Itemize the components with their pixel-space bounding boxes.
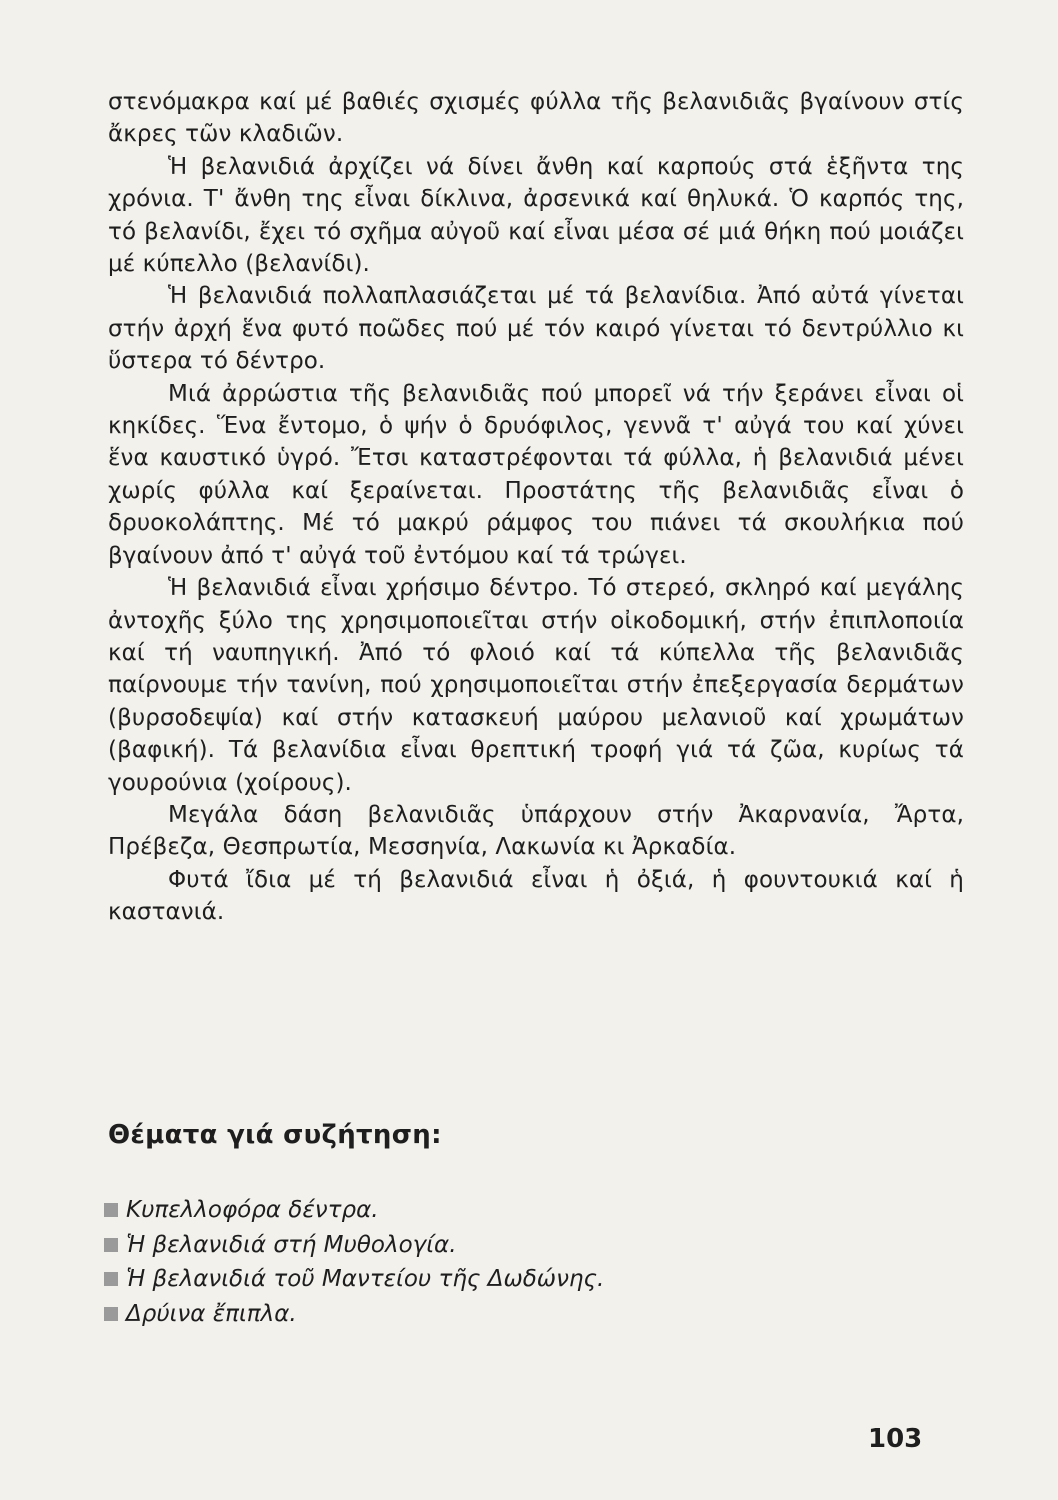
paragraph-7: Φυτά ἴδια μέ τή βελανιδιά εἶναι ἡ ὀξιά, ἡ φουντουκιά καί ἡ καστανιά. bbox=[108, 866, 964, 926]
page-number: 103 bbox=[868, 1424, 923, 1454]
topics-heading: Θέματα γιά συζήτηση: bbox=[108, 1120, 442, 1150]
paragraph-1: στενόμακρα καί μέ βαθιές σχισμές φύλλα τῆς βελανιδιᾶς βγαίνουν στίς ἄκρες τῶν κλαδιῶν. bbox=[108, 89, 964, 148]
body-text bbox=[108, 86, 964, 929]
square-bullet-icon bbox=[104, 1238, 118, 1252]
square-bullet-icon bbox=[104, 1203, 118, 1217]
paragraph-2: Ἡ βελανιδιά ἀρχίζει νά δίνει ἄνθη καί καρπούς στά ἑξῆντα της χρόνια. Τ' ἄνθη της εἶναι δίκλινα, ἀρσενικά καί θηλυκά. Ὁ καρπός της, τό βελανίδι, ἔχει τό σχῆμα αὐγοῦ καί εἶναι μέσα σέ μιά θήκη πού μοιάζει μέ κύπελλο (βελανίδι). bbox=[108, 153, 964, 278]
list-item bbox=[104, 1228, 604, 1263]
paragraph-6: Μεγάλα δάση βελανιδιᾶς ὑπάρχουν στήν Ἀκαρνανία, Ἄρτα, Πρέβεζα, Θεσπρωτία, Μεσσηνία, Λακωνία κι Ἀρκαδία. bbox=[108, 801, 964, 861]
list-item bbox=[104, 1297, 604, 1332]
paragraph-4: Μιά ἀρρώστια τῆς βελανιδιᾶς πού μπορεῖ νά τήν ξεράνει εἶναι οἱ κηκίδες. Ἕνα ἔντομο, ὁ ψήν ὁ δρυόφιλος, γεννᾶ τ' αὐγά του καί χύνει ἕνα καυστικό ὑγρό. Ἔτσι καταστρέφονται τά φύλλα, ἡ βελανιδιά μένει χωρίς φύλλα καί ξεραίνεται. Προστάτης τῆς βελανιδιᾶς εἶναι ὁ δρυοκολάπτης. Μέ τό μακρύ ράμφος του πιάνει τά σκουλήκια πού βγαίνουν ἀπό τ' αὐγά τοῦ ἐντόμου καί τά τρώγει. bbox=[108, 380, 964, 569]
topic-text: Κυπελλοφόρα δέντρα. bbox=[126, 1197, 379, 1223]
square-bullet-icon bbox=[104, 1307, 118, 1321]
paragraph-3: Ἡ βελανιδιά πολλαπλασιάζεται μέ τά βελανίδια. Ἀπό αὐτά γίνεται στήν ἀρχή ἕνα φυτό ποῶδες πού μέ τόν καιρό γίνεται τό δεντρύλλιο κι ὕστερα τό δέντρο. bbox=[108, 283, 964, 375]
paragraph-5: Ἡ βελανιδιά εἶναι χρήσιμο δέντρο. Τό στερεό, σκληρό καί μεγάλης ἀντοχῆς ξύλο της χρησιμοποιεῖται στήν οἰκοδομική, στήν ἐπιπλοποιία καί τή ναυπηγική. Ἀπό τό φλοιό καί τά κύπελλα τῆς βελανιδιᾶς παίρνουμε τήν τανίνη, πού χρησιμοποιεῖται στήν ἐπεξεργασία δερμάτων (βυρσοδεψία) καί στήν κατασκευή μαύρου μελανιοῦ καί χρωμάτων (βαφική). Τά βελανίδια εἶναι θρεπτική τροφή γιά τά ζῶα, κυρίως τά γουρούνια (χοίρους). bbox=[108, 575, 964, 796]
topics-list bbox=[104, 1193, 604, 1331]
topic-text: Ἡ βελανιδιά στή Μυθολογία. bbox=[126, 1231, 457, 1258]
list-item bbox=[104, 1262, 604, 1297]
list-item bbox=[104, 1193, 604, 1228]
topic-text: Δρύινα ἔπιπλα. bbox=[126, 1300, 297, 1327]
topic-text: Ἡ βελανιδιά τοῦ Μαντείου τῆς Δωδώνης. bbox=[126, 1266, 605, 1292]
square-bullet-icon bbox=[104, 1272, 118, 1286]
